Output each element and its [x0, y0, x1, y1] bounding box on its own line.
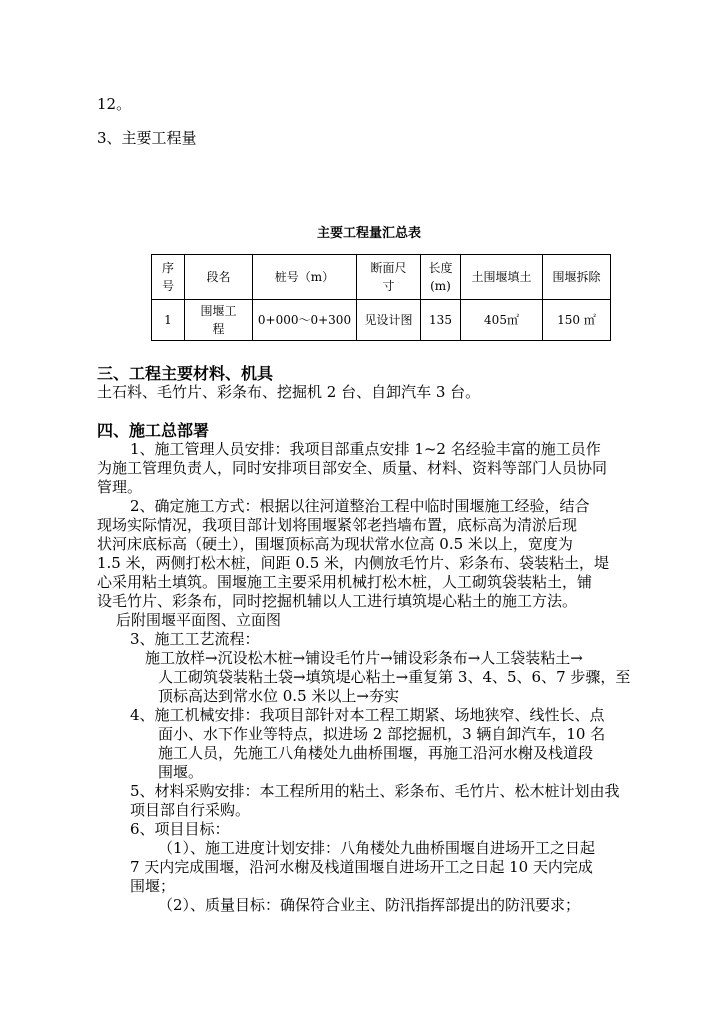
p6-heading: 6、项目目标：: [130, 820, 230, 838]
header-cell-fill: 土围堰填土: [461, 255, 543, 300]
p3-line-3: 顶标高达到常水位 0.5 米以上→夯实: [158, 687, 399, 705]
p2-line-4: 1.5 米，两侧打松木桩，间距 0.5 米，内侧放毛竹片、彩条布、袋装粘土，堤: [97, 554, 610, 572]
section-3-body: 土石料、毛竹片、彩条布、挖掘机 2 台、自卸汽车 3 台。: [97, 383, 481, 401]
p1-line-2: 为施工管理负责人，同时安排项目部安全、质量、材料、资料等部门人员协同: [97, 459, 608, 477]
p1-line-1: 1、施工管理人员安排：我项目部重点安排 1~2 名经验丰富的施工员作: [130, 440, 601, 458]
p5-line-1: 5、材料采购安排：本工程所用的粘土、彩条布、毛竹片、松木桩计划由我: [130, 782, 620, 800]
p3-line-2: 人工砌筑袋装粘土袋→填筑堤心粘土→重复第 3、4、5、6、7 步骤，至: [158, 668, 631, 686]
p2-line-1: 2、确定施工方式：根据以往河道整治工程中临时围堰施工经验，结合: [130, 497, 590, 515]
p6-2-line: （2）、质量目标：确保符合业主、防汛指挥部提出的防汛要求；: [158, 896, 581, 914]
header-cell-length: 长度 (m): [421, 255, 461, 300]
header-cell-removal: 围堰拆除: [543, 255, 611, 300]
p2-note: 后附围堰平面图、立面图: [116, 611, 282, 629]
cell-removal: 150 ㎡: [543, 300, 611, 341]
header-cell-station: 桩号（m）: [253, 255, 357, 300]
cell-station: 0+000～0+300: [253, 300, 357, 341]
p2-line-2: 现场实际情况，我项目部计划将围堰紧邻老挡墙布置，底标高为清淤后现: [97, 516, 578, 534]
table-title: 主要工程量汇总表: [317, 226, 422, 241]
summary-table: [151, 254, 611, 341]
header-cell-seq: 序 号: [152, 255, 185, 300]
cell-seq: 1: [152, 300, 185, 341]
section-4-heading: 四、施工总部署: [97, 421, 210, 440]
cell-cross-section: 见设计图: [357, 300, 421, 341]
section-3-heading: 三、工程主要材料、机具: [97, 364, 274, 383]
p4-line-2: 面小、水下作业等特点，拟进场 2 部挖掘机，3 辆自卸汽车，10 名: [158, 725, 606, 743]
p6-1-line-2: 7 天内完成围堰，沿河水榭及栈道围堰自进场开工之日起 10 天内完成: [130, 858, 593, 876]
cell-length: 135: [421, 300, 461, 341]
p4-line-1: 4、施工机械安排：我项目部针对本工程工期紧、场地狭窄、线性长、点: [130, 706, 605, 724]
header-cell-cross-section: 断面尺 寸: [357, 255, 421, 300]
p4-line-4: 围堰。: [158, 763, 204, 781]
p5-line-2: 项目部自行采购。: [130, 801, 251, 819]
p2-line-6: 设毛竹片、彩条布，同时挖掘机辅以人工进行填筑堤心粘土的施工方法。: [97, 592, 578, 610]
cell-section: 围堰工 程: [185, 300, 253, 341]
table-header-row: [152, 255, 611, 300]
table-row: [152, 300, 611, 341]
p3-line-1: 施工放样→沉设松木桩→铺设毛竹片→铺设彩条布→人工袋装粘土→: [145, 649, 583, 667]
intro-line-12: 12。: [97, 95, 132, 113]
cell-fill: 405㎡: [461, 300, 543, 341]
p6-1-line-3: 围堰；: [130, 877, 176, 895]
p4-line-3: 施工人员，先施工八角楼处九曲桥围堰，再施工沿河水榭及栈道段: [158, 744, 594, 762]
p6-1-line-1: （1）、施工进度计划安排：八角楼处九曲桥围堰自进场开工之日起: [158, 839, 596, 857]
p3-heading: 3、施工工艺流程：: [130, 630, 260, 648]
p2-line-3: 状河床底标高（硬土），围堰顶标高为现状常水位高 0.5 米以上，宽度为: [97, 535, 573, 553]
p1-line-3: 管理。: [97, 478, 143, 496]
p2-line-5: 心采用粘土填筑。围堰施工主要采用机械打松木桩，人工砌筑袋装粘土，铺: [97, 573, 593, 591]
header-cell-section: 段名: [185, 255, 253, 300]
intro-item-3: 3、主要工程量: [97, 129, 197, 147]
